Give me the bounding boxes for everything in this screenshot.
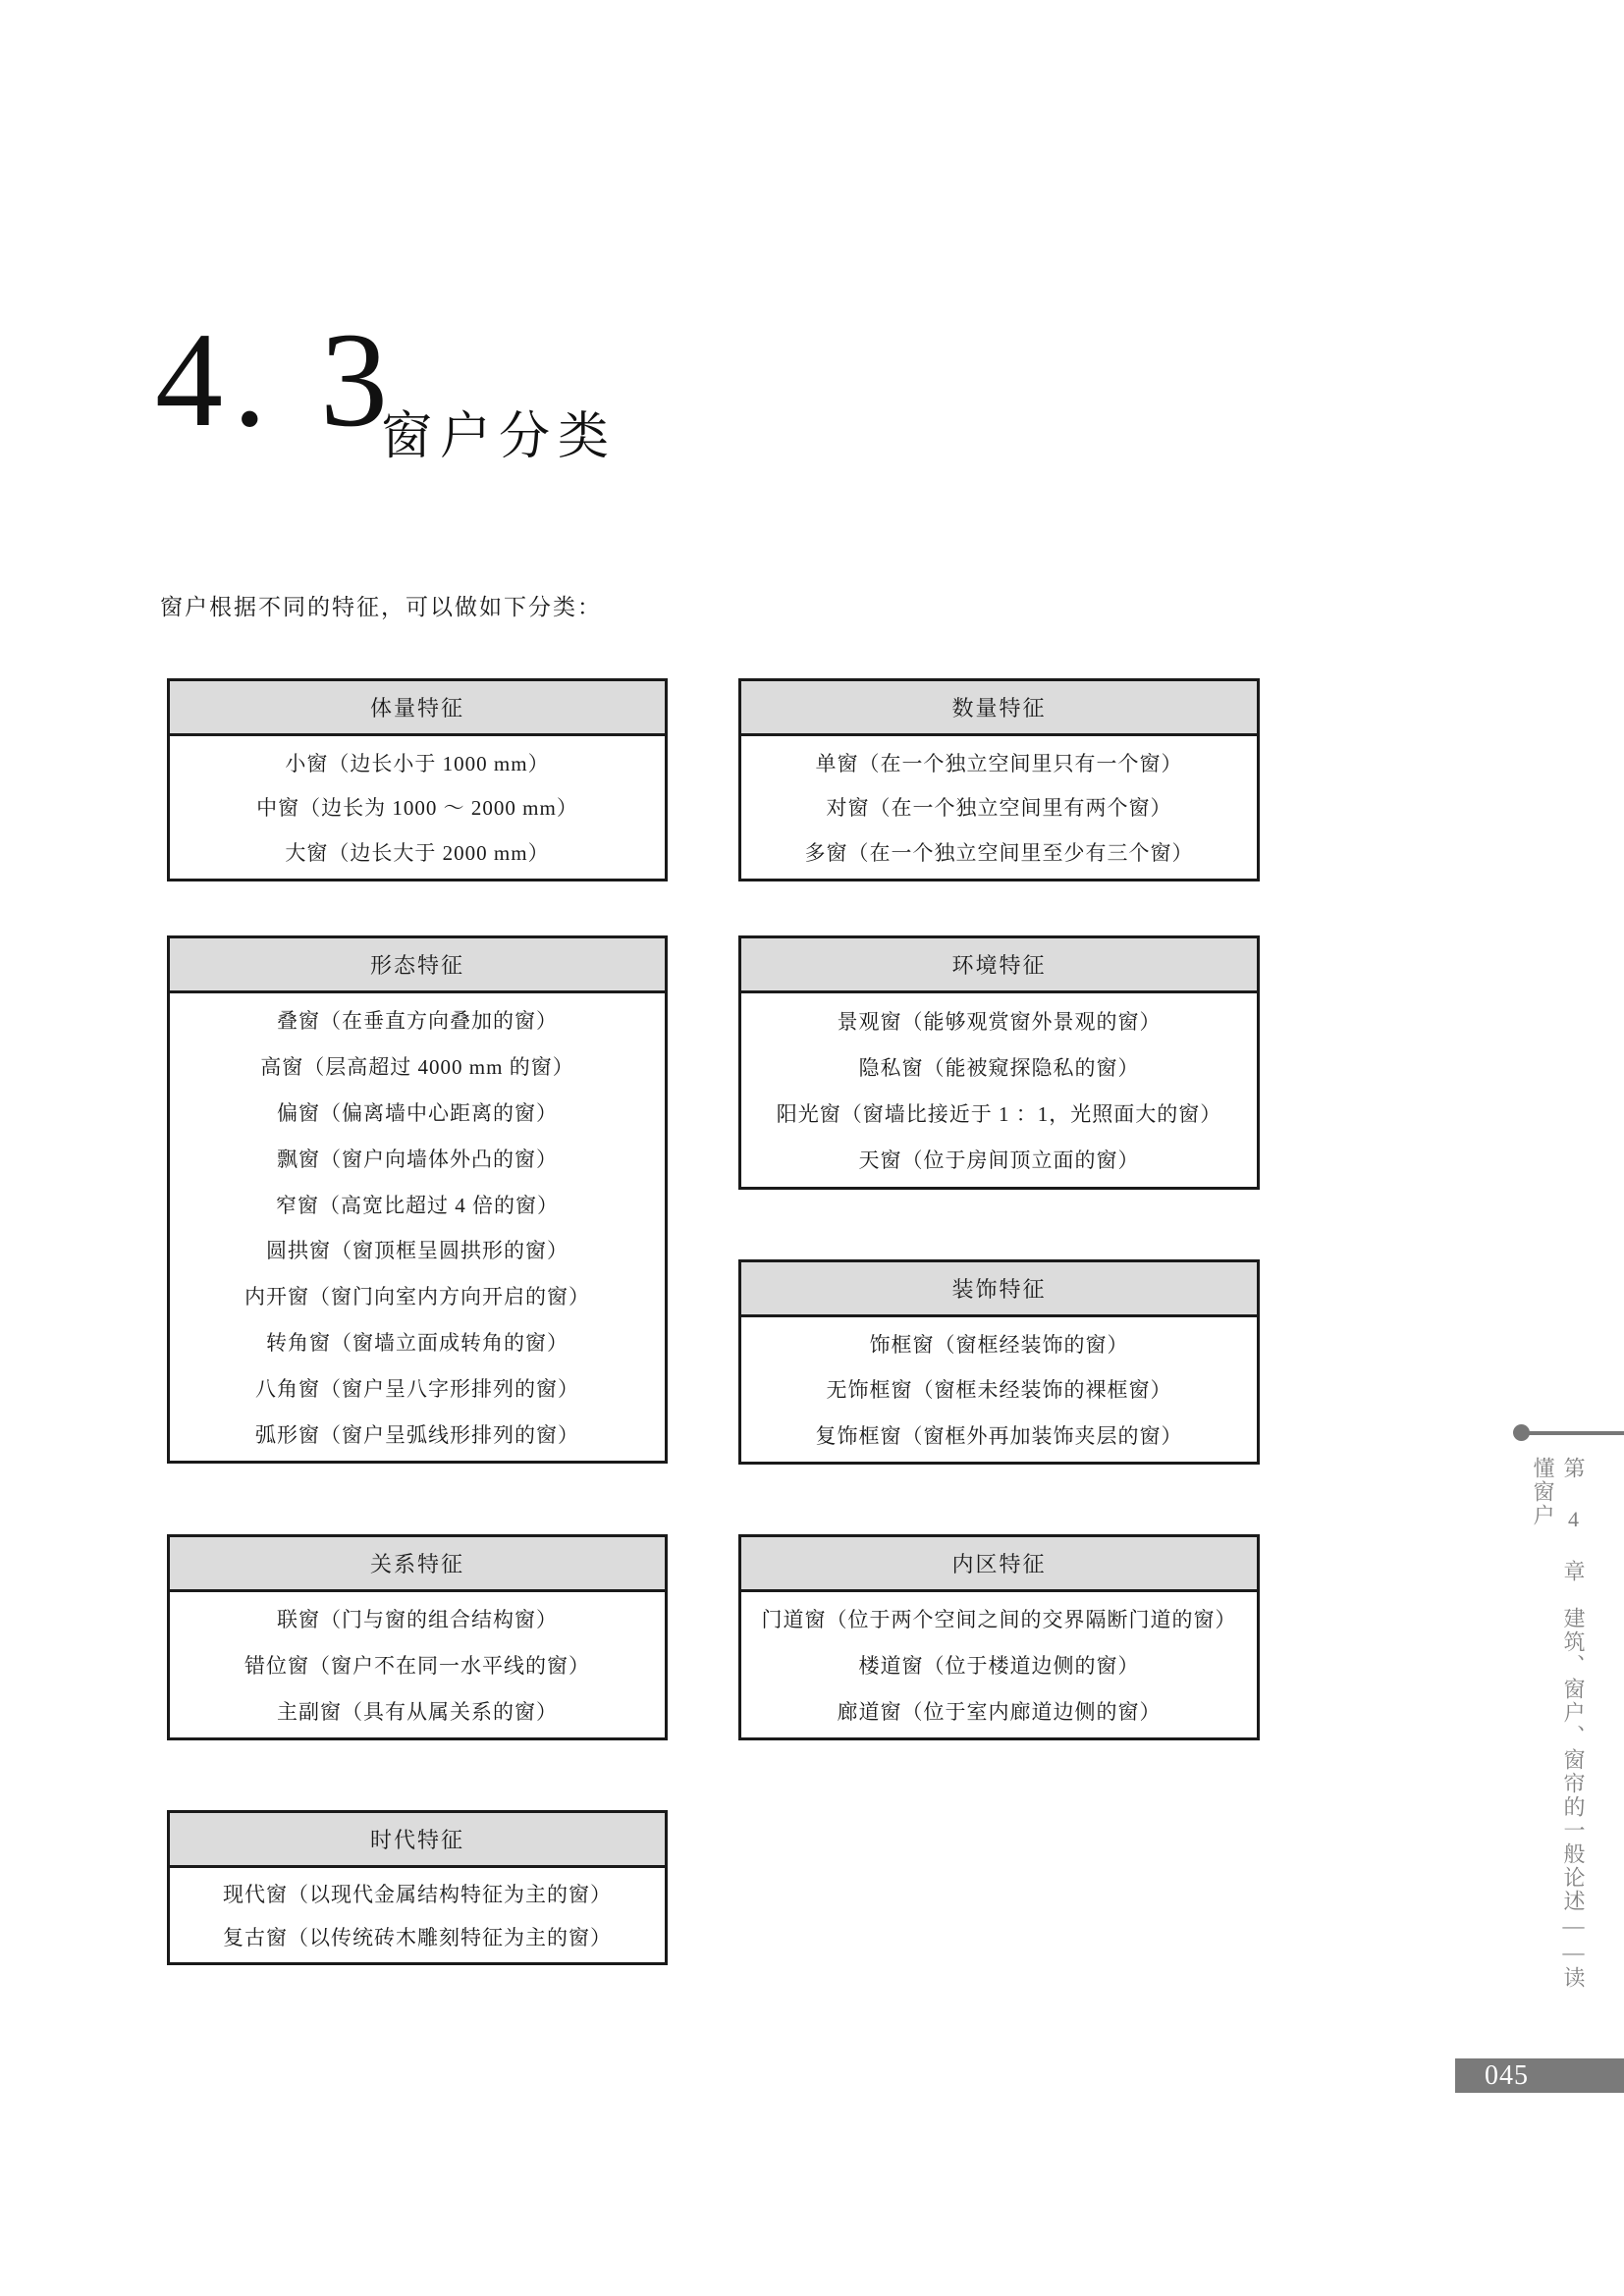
table-header: 内区特征: [741, 1537, 1257, 1592]
table-body: [741, 1592, 1257, 1737]
table-volume-features: [167, 678, 668, 881]
table-header: 数量特征: [741, 681, 1257, 736]
section-number: 4. 3: [155, 304, 398, 454]
table-row: 联窗（门与窗的组合结构窗）: [277, 1608, 558, 1632]
table-quantity-features: [738, 678, 1260, 881]
table-body: [170, 1592, 665, 1737]
table-era-features: [167, 1810, 668, 1965]
table-row: 门道窗（位于两个空间之间的交界隔断门道的窗）: [761, 1608, 1237, 1632]
table-header: 装饰特征: [741, 1262, 1257, 1317]
table-row: 无饰框窗（窗框未经装饰的裸框窗）: [826, 1378, 1172, 1403]
table-header: 体量特征: [170, 681, 665, 736]
table-header: 时代特征: [170, 1813, 665, 1868]
table-body: [170, 993, 665, 1461]
table-row: 现代窗（以现代金属结构特征为主的窗）: [223, 1883, 612, 1906]
table-decoration-features: [738, 1259, 1260, 1465]
table-row: 单窗（在一个独立空间里只有一个窗）: [815, 751, 1183, 775]
table-row: 高窗（层高超过 4000 mm 的窗）: [260, 1055, 574, 1080]
table-body: [741, 736, 1257, 879]
table-row: 复饰框窗（窗框外再加装饰夹层的窗）: [815, 1423, 1183, 1448]
table-inner-zone-features: [738, 1534, 1260, 1740]
table-body: [170, 736, 665, 879]
table-row: 圆拱窗（窗顶框呈圆拱形的窗）: [266, 1239, 568, 1263]
table-row: 多窗（在一个独立空间里至少有三个窗）: [804, 841, 1194, 866]
page-title: 窗户分类: [381, 409, 618, 465]
table-row: 大窗（边长大于 2000 mm）: [285, 841, 550, 866]
sidebar-marker-line: [1522, 1431, 1624, 1435]
table-row: 中窗（边长为 1000 ～ 2000 mm）: [256, 796, 578, 821]
table-row: 天窗（位于房间顶立面的窗）: [858, 1148, 1140, 1173]
table-row: 转角窗（窗墙立面成转角的窗）: [266, 1330, 568, 1355]
table-environment-features: [738, 935, 1260, 1190]
table-header: 关系特征: [170, 1537, 665, 1592]
chapter-sidebar-text: 第 4 章 建筑、窗户、窗帘的一般论述——读懂窗户: [1531, 1457, 1586, 1990]
table-row: 弧形窗（窗户呈弧线形排列的窗）: [255, 1422, 579, 1447]
table-row: 偏窗（偏离墙中心距离的窗）: [277, 1100, 558, 1125]
intro-text: 窗户根据不同的特征，可以做如下分类：: [160, 595, 602, 619]
table-body: [170, 1868, 665, 1962]
table-body: [741, 993, 1257, 1187]
table-row: 廊道窗（位于室内廊道边侧的窗）: [837, 1699, 1162, 1724]
table-row: 小窗（边长小于 1000 mm）: [285, 751, 550, 775]
table-row: 窄窗（高宽比超过 4 倍的窗）: [276, 1193, 559, 1217]
table-row: 复古窗（以传统砖木雕刻特征为主的窗）: [223, 1926, 612, 1949]
table-row: 主副窗（具有从属关系的窗）: [277, 1699, 558, 1724]
table-row: 景观窗（能够观赏窗外景观的窗）: [837, 1009, 1162, 1034]
table-header: 环境特征: [741, 938, 1257, 993]
table-header: 形态特征: [170, 938, 665, 993]
table-row: 楼道窗（位于楼道边侧的窗）: [858, 1653, 1140, 1678]
table-row: 飘窗（窗户向墙体外凸的窗）: [277, 1147, 558, 1171]
page-number-badge: 045: [1455, 2058, 1624, 2093]
table-form-features: [167, 935, 668, 1464]
table-row: 错位窗（窗户不在同一水平线的窗）: [244, 1653, 590, 1678]
table-row: 内开窗（窗门向室内方向开启的窗）: [244, 1285, 590, 1309]
table-row: 隐私窗（能被窥探隐私的窗）: [858, 1055, 1140, 1080]
table-row: 阳光窗（窗墙比接近于 1 ：1，光照面大的窗）: [776, 1102, 1222, 1127]
table-body: [741, 1317, 1257, 1462]
table-relationship-features: [167, 1534, 668, 1740]
table-row: 叠窗（在垂直方向叠加的窗）: [277, 1009, 558, 1034]
table-row: 八角窗（窗户呈八字形排列的窗）: [255, 1376, 579, 1401]
table-row: 对窗（在一个独立空间里有两个窗）: [826, 796, 1172, 821]
table-row: 饰框窗（窗框经装饰的窗）: [869, 1333, 1129, 1358]
